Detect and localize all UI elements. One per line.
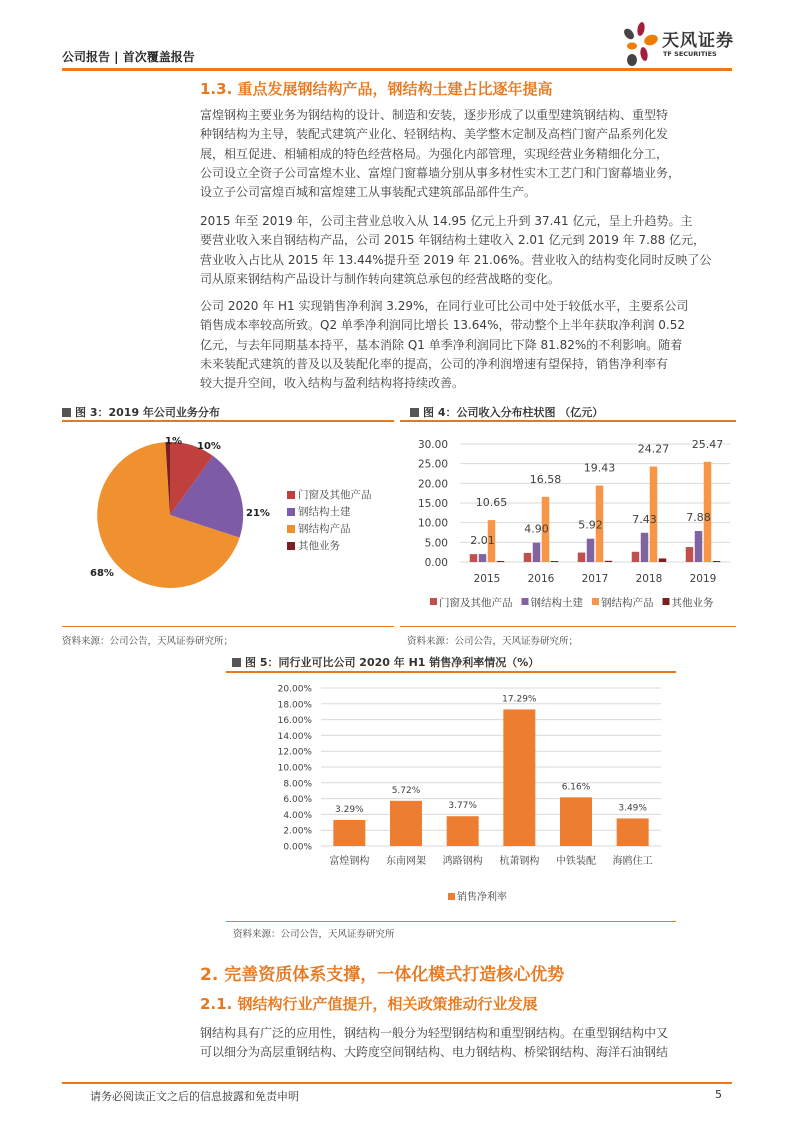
section-2-1-title: 2.1. 钢结构行业产值提升，相关政策推动行业发展 bbox=[200, 995, 538, 1013]
legend-swatch bbox=[287, 542, 295, 550]
svg-text:2018: 2018 bbox=[635, 573, 663, 585]
bar bbox=[686, 547, 694, 562]
svg-text:钢结构土建: 钢结构土建 bbox=[530, 597, 583, 609]
bar bbox=[641, 533, 649, 562]
bar bbox=[695, 531, 703, 562]
text-line: 销售成本率较高所致。Q2 单季净利润同比增长 13.64%，带动整个上半年获取净利润 0.52 bbox=[200, 318, 686, 333]
bar bbox=[524, 553, 532, 562]
header-divider bbox=[62, 68, 732, 71]
svg-text:2017: 2017 bbox=[581, 573, 609, 585]
text-line: 亿元，与去年同期基本持平，基本消除 Q1 单季净利润同比下降 81.82%的不利影响。随着 bbox=[200, 337, 683, 352]
figure-5-source: 资料来源：公司公告，天风证券研究所 bbox=[233, 929, 395, 940]
column-chart-svg bbox=[400, 420, 736, 620]
svg-text:15.00: 15.00 bbox=[417, 498, 448, 510]
svg-text:钢结构产品: 钢结构产品 bbox=[601, 597, 654, 609]
svg-text:0.00%: 0.00% bbox=[283, 842, 312, 853]
net-margin-chart bbox=[226, 672, 676, 914]
svg-text:6.00%: 6.00% bbox=[283, 795, 312, 806]
figure-3-title-text: 图 3：2019 年公司业务分布 bbox=[75, 406, 220, 419]
bar bbox=[713, 561, 721, 562]
section-1-3-title: 1.3. 重点发展钢结构产品，钢结构土建占比逐年提高 bbox=[200, 80, 553, 98]
net-margin-chart-svg bbox=[226, 672, 676, 914]
bar bbox=[560, 797, 592, 846]
text-line: 可以细分为高层重钢结构、大跨度空间钢结构、电力钢结构、桥梁钢结构、海洋石油钢结 bbox=[200, 1045, 669, 1060]
figure-3-title bbox=[62, 404, 220, 420]
svg-text:7.43: 7.43 bbox=[632, 512, 657, 526]
text-line: 公司 2020 年 H1 实现销售净利润 3.29%，在同行业可比公司中处于较低水平，主要系公司 bbox=[200, 299, 689, 313]
figure-4-source: 资料来源：公司公告，天风证券研究所； bbox=[407, 636, 579, 647]
footer-divider bbox=[62, 1082, 732, 1084]
figure-3-bottom-rule bbox=[62, 626, 394, 627]
svg-text:14.00%: 14.00% bbox=[277, 731, 312, 742]
figure-5-bottom-rule bbox=[226, 921, 676, 922]
bar bbox=[333, 820, 365, 846]
text-line: 钢结构具有广泛的应用性，钢结构一般分为轻型钢结构和重型钢结构。在重型钢结构中又 bbox=[200, 1026, 669, 1040]
svg-text:4.00%: 4.00% bbox=[283, 810, 312, 821]
svg-text:12.00%: 12.00% bbox=[277, 747, 312, 758]
figure-5-title bbox=[232, 654, 539, 670]
svg-text:0.00: 0.00 bbox=[424, 557, 448, 569]
figure-icon bbox=[232, 658, 241, 667]
legend-label: 门窗及其他产品 bbox=[298, 489, 372, 501]
svg-text:16.58: 16.58 bbox=[529, 472, 562, 486]
figure-4-bottom-rule bbox=[400, 626, 736, 627]
tf-securities-logo bbox=[620, 20, 740, 68]
pie-label-civil: 21% bbox=[246, 508, 270, 519]
bar bbox=[497, 561, 505, 562]
svg-text:19.43: 19.43 bbox=[583, 461, 616, 475]
legend-item-doors bbox=[287, 486, 372, 503]
column-chart bbox=[400, 420, 736, 620]
svg-text:25.47: 25.47 bbox=[691, 437, 724, 451]
pie-chart bbox=[95, 440, 255, 600]
svg-text:2.00%: 2.00% bbox=[283, 826, 312, 837]
svg-text:17.29%: 17.29% bbox=[502, 694, 537, 705]
svg-text:3.77%: 3.77% bbox=[448, 801, 477, 812]
bar bbox=[447, 816, 479, 846]
page-number: 5 bbox=[715, 1088, 722, 1101]
pie-label-products: 68% bbox=[90, 568, 114, 579]
figure-5-title-text: 图 5：同行业可比公司 2020 年 H1 销售净利率情况（%） bbox=[245, 656, 540, 669]
bar bbox=[533, 543, 541, 562]
logo-chinese-name: 天风证券 bbox=[662, 31, 734, 51]
legend-swatch bbox=[287, 508, 295, 516]
svg-text:10.00%: 10.00% bbox=[277, 763, 312, 774]
legend-item-other bbox=[287, 537, 372, 554]
svg-text:中铁装配: 中铁装配 bbox=[556, 856, 596, 867]
svg-text:18.00%: 18.00% bbox=[277, 700, 312, 711]
svg-text:5.72%: 5.72% bbox=[391, 785, 421, 796]
svg-text:30.00: 30.00 bbox=[417, 439, 448, 451]
report-type-label: 公司报告 | 首次覆盖报告 bbox=[62, 50, 195, 64]
bar bbox=[659, 558, 667, 562]
paragraph-business bbox=[200, 106, 736, 202]
figure-3-top-rule bbox=[62, 420, 394, 422]
svg-text:门窗及其他产品: 门窗及其他产品 bbox=[439, 597, 513, 609]
legend-label: 钢结构产品 bbox=[298, 523, 351, 535]
bar bbox=[587, 539, 595, 562]
bar bbox=[605, 561, 613, 562]
petal-logo-icon bbox=[620, 20, 660, 68]
svg-text:海鸥住工: 海鸥住工 bbox=[612, 856, 653, 867]
svg-text:3.29%: 3.29% bbox=[335, 805, 364, 816]
footer-disclaimer: 请务必阅读正文之后的信息披露和免责申明 bbox=[90, 1090, 299, 1103]
svg-text:4.90: 4.90 bbox=[524, 522, 549, 536]
pie-label-doors: 10% bbox=[197, 441, 221, 452]
svg-text:2015: 2015 bbox=[473, 573, 501, 585]
bar bbox=[390, 801, 422, 846]
section-2-title: 2. 完善资质体系支撑，一体化模式打造核心优势 bbox=[200, 965, 565, 985]
svg-text:2019: 2019 bbox=[689, 573, 717, 585]
paragraph-profit bbox=[200, 297, 736, 393]
text-line: 要营业收入来自钢结构产品，公司 2015 年钢结构土建收入 2.01 亿元到 2019 年 7.88 亿元， bbox=[200, 233, 706, 248]
text-line: 种钢结构为主导，装配式建筑产业化、轻钢结构、美学整木定制及高档门窗产品系列化发 bbox=[200, 127, 669, 142]
svg-text:8.00%: 8.00% bbox=[283, 779, 312, 790]
legend-item-products bbox=[287, 520, 372, 537]
legend-label: 其他业务 bbox=[298, 540, 340, 552]
legend-label: 钢结构土建 bbox=[298, 506, 351, 518]
bar bbox=[578, 553, 586, 562]
svg-text:24.27: 24.27 bbox=[637, 442, 670, 456]
svg-text:3.49%: 3.49% bbox=[618, 803, 647, 814]
bar bbox=[617, 818, 649, 846]
text-line: 富煌钢构主要业务为钢结构的设计、制造和安装，逐步形成了以重型建筑钢结构、重型特 bbox=[200, 108, 669, 122]
svg-text:富煌钢构: 富煌钢构 bbox=[329, 856, 370, 867]
svg-text:6.16%: 6.16% bbox=[561, 782, 591, 793]
svg-text:20.00: 20.00 bbox=[417, 478, 448, 491]
bar bbox=[632, 552, 640, 562]
text-line: 未来装配式建筑的普及以及装配化率的提高，公司的净利润增速有望保持，销售净利率有 bbox=[200, 356, 669, 371]
svg-text:7.88: 7.88 bbox=[686, 511, 711, 525]
text-line: 展，相互促进、相辅相成的特色经营格局。为强化内部管理，实现经营业务精细化分工， bbox=[200, 146, 669, 161]
text-line: 公司设立全资子公司富煌木业、富煌门窗幕墙分别从事多材性实木工艺门和门窗幕墙业务， bbox=[200, 165, 681, 180]
paragraph-revenue bbox=[200, 212, 736, 289]
text-line: 2015 年至 2019 年，公司主营业总收入从 14.95 亿元上升到 37.41 亿元，呈上升趋势。主 bbox=[200, 214, 693, 228]
figure-icon bbox=[62, 408, 71, 417]
svg-text:鸿路钢构: 鸿路钢构 bbox=[442, 856, 483, 867]
svg-text:其他业务: 其他业务 bbox=[671, 597, 714, 609]
bar bbox=[470, 554, 478, 562]
bar bbox=[479, 554, 487, 562]
svg-text:25.00: 25.00 bbox=[417, 458, 448, 471]
svg-text:16.00%: 16.00% bbox=[277, 716, 312, 727]
text-line: 较大提升空间，收入结构与盈利结构将持续改善。 bbox=[200, 376, 465, 391]
figure-3-source: 资料来源：公司公告，天风证券研究所； bbox=[62, 636, 234, 647]
svg-text:20.00%: 20.00% bbox=[277, 684, 312, 695]
svg-text:2016: 2016 bbox=[527, 573, 555, 585]
svg-text:5.92: 5.92 bbox=[578, 518, 603, 532]
bar bbox=[551, 561, 559, 562]
logo-english-name: TF SECURITIES bbox=[663, 50, 717, 58]
bar bbox=[503, 709, 535, 846]
text-line: 设立子公司富煌百城和富煌建工从事装配式建筑部品部件生产。 bbox=[200, 185, 537, 200]
figure-icon bbox=[410, 408, 419, 417]
figure-4-title bbox=[410, 404, 603, 420]
pie-label-other: 1% bbox=[165, 436, 182, 447]
svg-text:2.01: 2.01 bbox=[470, 534, 495, 548]
legend-swatch bbox=[287, 491, 295, 499]
svg-text:杭萧钢构: 杭萧钢构 bbox=[499, 856, 540, 867]
svg-text:10.00: 10.00 bbox=[417, 517, 448, 530]
svg-text:5.00: 5.00 bbox=[424, 537, 448, 550]
text-line: 营业收入占比从 2015 年 13.44%提升至 2019 年 21.06%。营业收入的结构变化同时反映了公 bbox=[200, 252, 712, 267]
svg-text:东南网架: 东南网架 bbox=[386, 856, 426, 867]
legend-item-civil bbox=[287, 503, 372, 520]
text-line: 司从原来钢结构产品设计与制作转向建筑总承包的经营战略的变化。 bbox=[200, 271, 561, 286]
svg-text:销售净利率: 销售净利率 bbox=[457, 892, 507, 903]
legend-swatch bbox=[287, 525, 295, 533]
paragraph-steel-structure bbox=[200, 1024, 736, 1063]
svg-text:10.65: 10.65 bbox=[475, 496, 508, 510]
figure-4-title-text: 图 4：公司收入分布柱状图 （亿元） bbox=[423, 406, 604, 419]
pie-legend bbox=[287, 486, 372, 554]
